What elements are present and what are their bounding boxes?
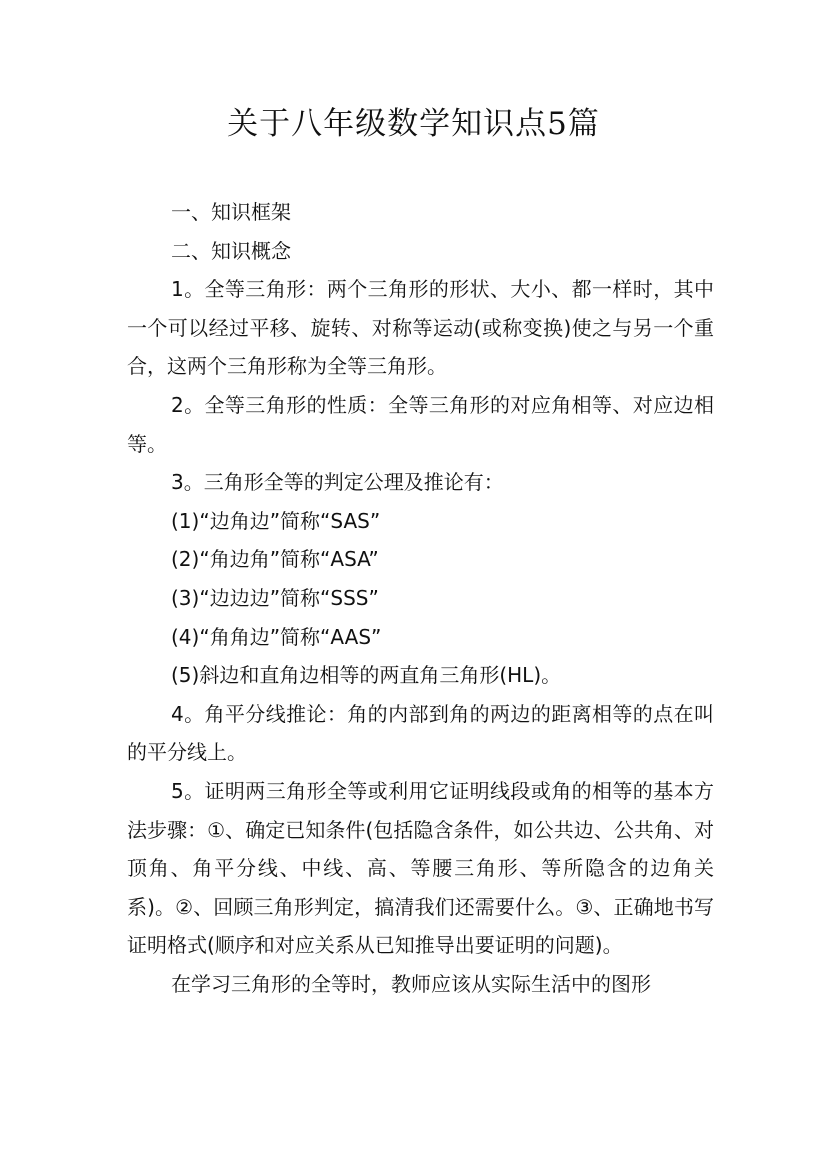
- paragraph-congruent-properties: 2。全等三角形的性质：全等三角形的对应角相等、对应边相等。: [127, 392, 714, 456]
- paragraph-congruent-triangles: 1。全等三角形：两个三角形的形状、大小、都一样时，其中一个可以经过平移、旋转、对称等运动(或称变换)使之与另一个重合，这两个三角形称为全等三角形。: [127, 277, 714, 379]
- list-item-sas: (1)“边角边”简称“SAS”: [171, 508, 381, 533]
- list-item-asa: (2)“角边角”简称“ASA”: [171, 547, 379, 572]
- paragraph-knowledge-framework: 一、知识框架: [171, 200, 291, 224]
- paragraph-proof-steps: 5。证明两三角形全等或利用它证明线段或角的相等的基本方法步骤：①、确定已知条件(包括隐含条件，如公共边、公共角、对顶角、角平分线、中线、高、等腰三角形、等所隐含的边角关系)。②、回顾三角形判定，搞清我们还需要什么。③、正确地书写证明格式(顺序和对应关系从已知推导出要证明的问题)。: [127, 778, 714, 958]
- document-body: [127, 193, 714, 1003]
- paragraph-angle-bisector: 4。角平分线推论：角的内部到角的两边的距离相等的点在叫的平分线上。: [127, 701, 714, 765]
- paragraph-congruence-criteria: 3。三角形全等的判定公理及推论有：: [171, 470, 504, 495]
- list-item-sss: (3)“边边边”简称“SSS”: [171, 585, 379, 610]
- paragraph-knowledge-concepts: 二、知识概念: [171, 238, 291, 263]
- paragraph-teaching-note: 在学习三角形的全等时，教师应该从实际生活中的图形: [171, 971, 651, 996]
- document-title: 关于八年级数学知识点5篇: [227, 106, 600, 142]
- list-item-hl: (5)斜边和直角边相等的两直角三角形(HL)。: [171, 663, 562, 688]
- list-item-aas: (4)“角角边”简称“AAS”: [171, 624, 382, 649]
